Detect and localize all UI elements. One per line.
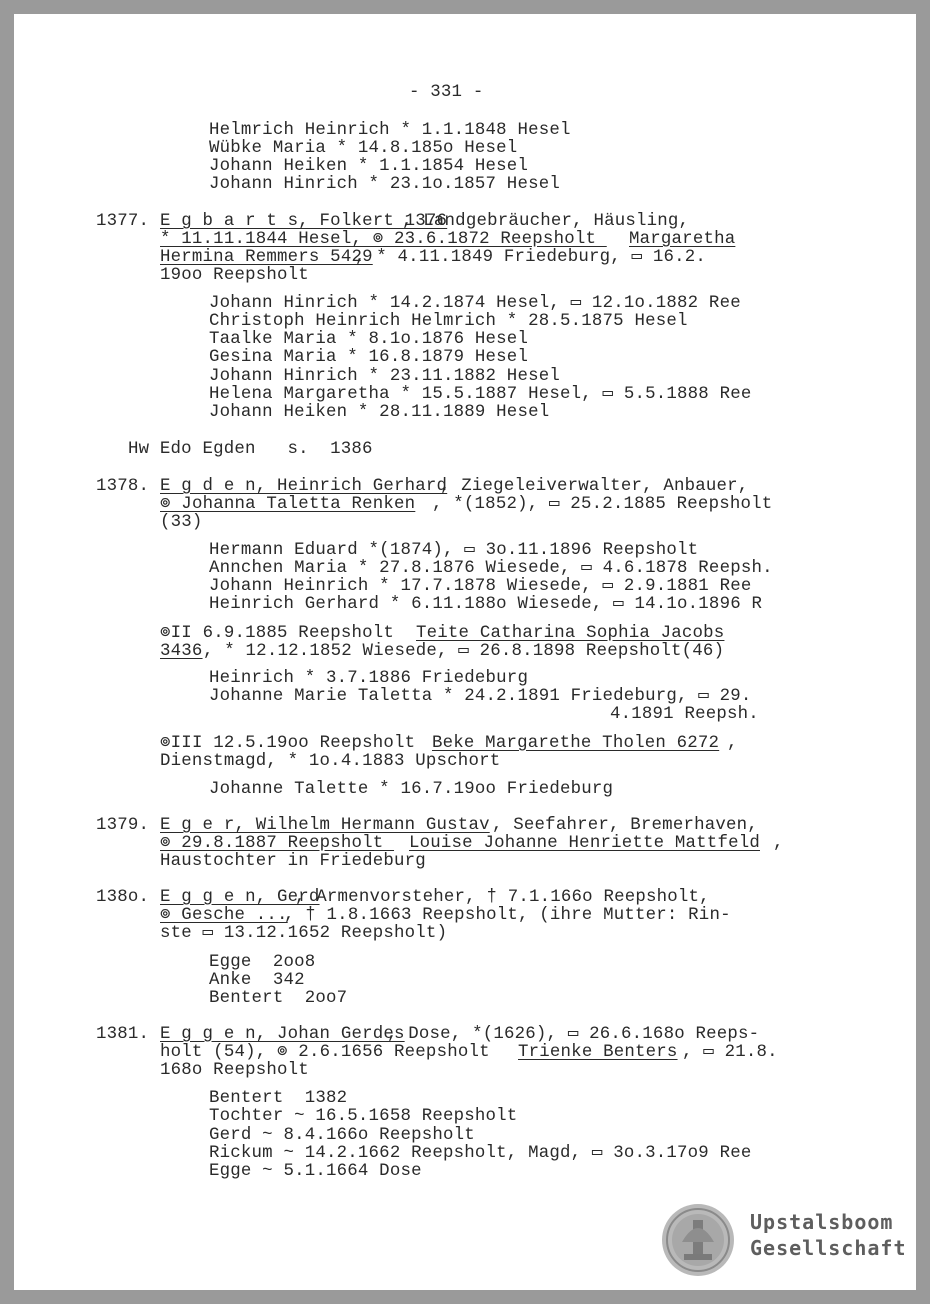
text-line: 168o Reepsholt bbox=[160, 1061, 309, 1080]
page-number: - 331 - bbox=[409, 83, 484, 102]
text-line: Johann Hinrich * 14.2.1874 Hesel, ▭ 12.1o.1882 Ree bbox=[209, 294, 741, 313]
text-line: (33) bbox=[160, 513, 203, 532]
text-line: 4.1891 Reepsh. bbox=[610, 705, 759, 724]
text-line: Beke Margarethe Tholen 6272 bbox=[432, 734, 720, 753]
text-line: Haustochter in Friedeburg bbox=[160, 852, 426, 871]
text-line: ⊚II 6.9.1885 Reepsholt bbox=[160, 624, 405, 643]
text-line: Hermann Eduard *(1874), ▭ 3o.11.1896 Reepsholt bbox=[209, 541, 699, 560]
text-line: Anke 342 bbox=[209, 971, 305, 990]
text-line: Trienke Benters bbox=[518, 1043, 678, 1062]
text-line: Johann Hinrich * 23.1o.1857 Hesel bbox=[209, 175, 560, 194]
text-line: Egge ~ 5.1.1664 Dose bbox=[209, 1162, 422, 1181]
text-line: , *(1852), ▭ 25.2.1885 Reepsholt bbox=[432, 495, 773, 514]
text-line: Johanne Talette * 16.7.19oo Friedeburg bbox=[209, 780, 614, 799]
text-line: , Dose, *(1626), ▭ 26.6.168o Reeps- bbox=[387, 1025, 760, 1044]
text-line: 3436 bbox=[160, 642, 203, 661]
text-line: Heinrich Gerhard * 6.11.188o Wiesede, ▭ 14.1o.1896 R bbox=[209, 595, 763, 614]
text-line: , * 12.12.1852 Wiesede, ▭ 26.8.1898 Reepsholt(46) bbox=[203, 642, 725, 661]
text-line: Rickum ~ 14.2.1662 Reepsholt, Magd, ▭ 3o.3.17o9 Ree bbox=[209, 1144, 752, 1163]
text-line: Johann Hinrich * 23.11.1882 Hesel bbox=[209, 367, 560, 386]
text-line: ⊚III 12.5.19oo Reepsholt bbox=[160, 734, 426, 753]
text-line: E g g e n, Gerd bbox=[160, 888, 320, 907]
document-page bbox=[14, 14, 916, 1290]
text-line: Louise Johanne Henriette Mattfeld bbox=[409, 834, 760, 853]
seal-icon bbox=[660, 1202, 736, 1278]
text-line: ste ▭ 13.12.1652 Reepsholt) bbox=[160, 924, 448, 943]
text-line: Hw Edo Egden s. 1386 bbox=[128, 440, 373, 459]
text-line: Helmrich Heinrich * 1.1.1848 Hesel bbox=[209, 121, 571, 140]
text-line: ⊚ Johanna Taletta Renken bbox=[160, 495, 416, 514]
text-line: Tochter ~ 16.5.1658 Reepsholt bbox=[209, 1107, 518, 1126]
text-line: Egge 2oo8 bbox=[209, 953, 316, 972]
text-line: E g d e n, Heinrich Gerhard bbox=[160, 477, 448, 496]
text-line: , Ziegeleiverwalter, Anbauer, bbox=[440, 477, 749, 496]
text-line: , * 4.11.1849 Friedeburg, ▭ 16.2. bbox=[355, 248, 707, 267]
text-line: , Seefahrer, Bremerhaven, bbox=[492, 816, 758, 835]
text-line: Taalke Maria * 8.1o.1876 Hesel bbox=[209, 330, 529, 349]
text-line: * 11.11.1844 Hesel, ⊚ 23.6.1872 Reepsholt bbox=[160, 230, 607, 249]
text-line: , bbox=[773, 834, 784, 853]
text-line: E g g e n, Johan Gerdes bbox=[160, 1025, 405, 1044]
text-line: ⊚ 29.8.1887 Reepsholt bbox=[160, 834, 395, 853]
text-line: Gerd ~ 8.4.166o Reepsholt bbox=[209, 1126, 475, 1145]
text-line: , † 1.8.1663 Reepsholt, (ihre Mutter: Rin- bbox=[284, 906, 731, 925]
text-line: Dienstmagd, * 1o.4.1883 Upschort bbox=[160, 752, 501, 771]
text-line: , ▭ 21.8. bbox=[682, 1043, 778, 1062]
text-line: Johanne Marie Taletta * 24.2.1891 Friedeburg, ▭ 29. bbox=[209, 687, 752, 706]
text-line: 19oo Reepsholt bbox=[160, 266, 309, 285]
text-line: Teite Catharina Sophia Jacobs bbox=[416, 624, 725, 643]
text-line: Bentert 1382 bbox=[209, 1089, 348, 1108]
text-line: ⊚ Gesche ... bbox=[160, 906, 288, 925]
text-line: 1378. bbox=[96, 477, 150, 496]
text-line: , Landgebräucher, Häusling, bbox=[402, 212, 690, 231]
text-line: Wübke Maria * 14.8.185o Hesel bbox=[209, 139, 518, 158]
text-line: Johann Heiken * 1.1.1854 Hesel bbox=[209, 157, 529, 176]
text-line: Margaretha bbox=[629, 230, 736, 249]
upstalsboom-logo bbox=[660, 1202, 907, 1282]
text-line: Annchen Maria * 27.8.1876 Wiesede, ▭ 4.6.1878 Reepsh. bbox=[209, 559, 773, 578]
text-line: 1379. bbox=[96, 816, 150, 835]
text-line: 1377. bbox=[96, 212, 150, 231]
text-line: Bentert 2oo7 bbox=[209, 989, 348, 1008]
logo-line-1: Upstalsboom bbox=[750, 1210, 894, 1234]
text-line: Heinrich * 3.7.1886 Friedeburg bbox=[209, 669, 529, 688]
text-line: Johann Heinrich * 17.7.1878 Wiesede, ▭ 2.9.1881 Ree bbox=[209, 577, 752, 596]
text-line: Christoph Heinrich Helmrich * 28.5.1875 Hesel bbox=[209, 312, 688, 331]
text-line: Hermina Remmers 5429 bbox=[160, 248, 373, 267]
logo-line-2: Gesellschaft bbox=[750, 1236, 907, 1260]
text-line: E g e r, Wilhelm Hermann Gustav bbox=[160, 816, 490, 835]
text-line: 138o. bbox=[96, 888, 150, 907]
text-line: holt (54), ⊚ 2.6.1656 Reepsholt bbox=[160, 1043, 501, 1062]
text-line: Helena Margaretha * 15.5.1887 Hesel, ▭ 5.5.1888 Ree bbox=[209, 385, 752, 404]
text-line: , Armenvorsteher, † 7.1.166o Reepsholt, bbox=[295, 888, 710, 907]
text-line: Gesina Maria * 16.8.1879 Hesel bbox=[209, 348, 529, 367]
text-line: 1381. bbox=[96, 1025, 150, 1044]
text-line: , bbox=[727, 734, 738, 753]
text-line: E g b a r t s, Folkert 1376 bbox=[160, 212, 448, 231]
text-line: Johann Heiken * 28.11.1889 Hesel bbox=[209, 403, 550, 422]
